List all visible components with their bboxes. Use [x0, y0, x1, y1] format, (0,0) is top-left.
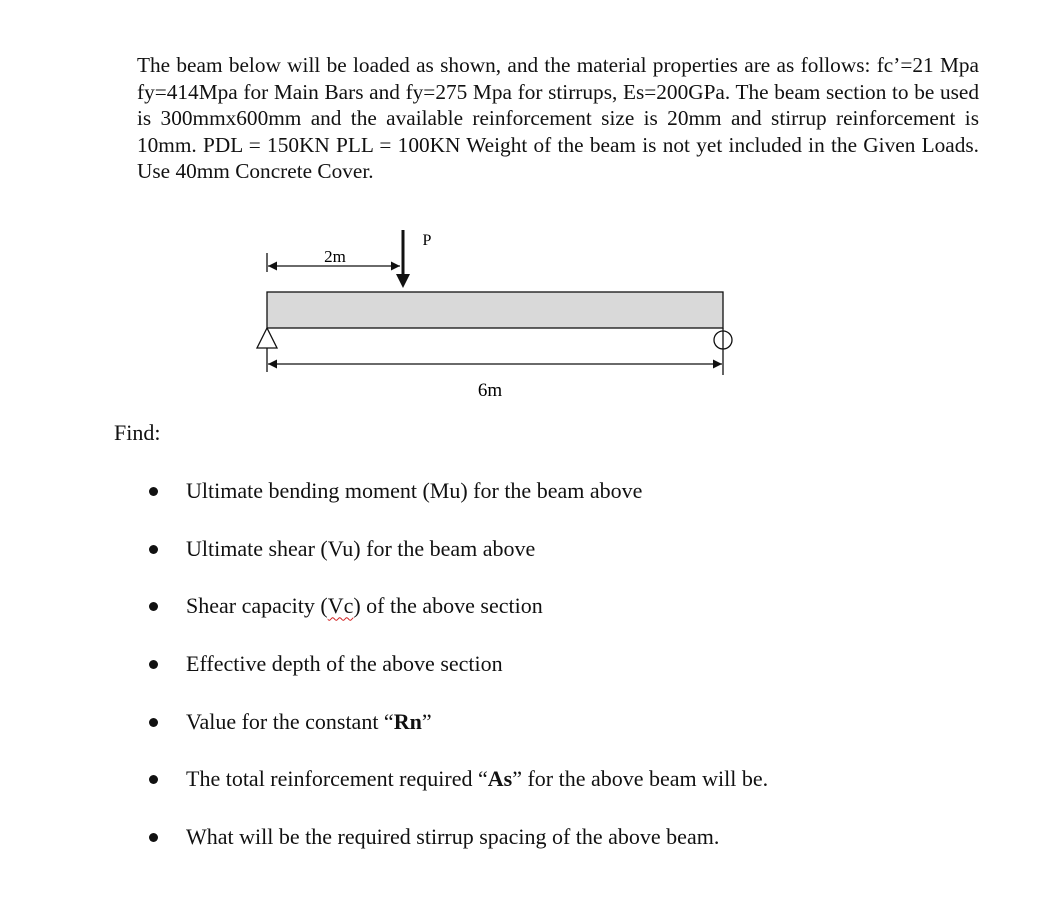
bullet	[149, 487, 158, 496]
bullet	[149, 718, 158, 727]
bullet	[149, 775, 158, 784]
problem-statement: The beam below will be loaded as shown, and the material properties are as follows: fc’=21 Mpa fy=414Mpa for Main Bars and fy=275 Mpa for stirrups, Es=200GPa. The beam section to be used is 300mmx600mm and the available reinforcement size is 20mm and stirrup reinforcement is 10mm. PDL = 150KN PLL = 100KN Weight of the beam is not yet included in the Given Loads. Use 40mm Concrete Cover.	[137, 53, 979, 183]
list-item: The total reinforcement required “As” for the above beam will be.	[146, 764, 768, 822]
question-list	[146, 476, 768, 880]
list-item: Ultimate shear (Vu) for the beam above	[146, 534, 768, 592]
beam	[267, 292, 723, 328]
load-label: P	[422, 232, 432, 249]
span-label: 6m	[477, 380, 503, 401]
pin-support	[257, 328, 277, 348]
spellcheck-flagged-word: Vc	[327, 593, 354, 619]
list-item: Shear capacity (Vc) of the above section	[146, 591, 768, 649]
point-load-arrowhead	[396, 274, 410, 288]
list-item: Value for the constant “Rn”	[146, 707, 768, 765]
list-item: What will be the required stirrup spacing of the above beam.	[146, 822, 768, 880]
list-item: Ultimate bending moment (Mu) for the beam above	[146, 476, 768, 534]
beam-diagram	[245, 220, 765, 410]
bullet	[149, 833, 158, 842]
bullet	[149, 545, 158, 554]
bullet	[149, 660, 158, 669]
find-heading: Find:	[114, 420, 161, 445]
list-item: Effective depth of the above section	[146, 649, 768, 707]
load-position-label: 2m	[324, 247, 346, 266]
bullet	[149, 602, 158, 611]
